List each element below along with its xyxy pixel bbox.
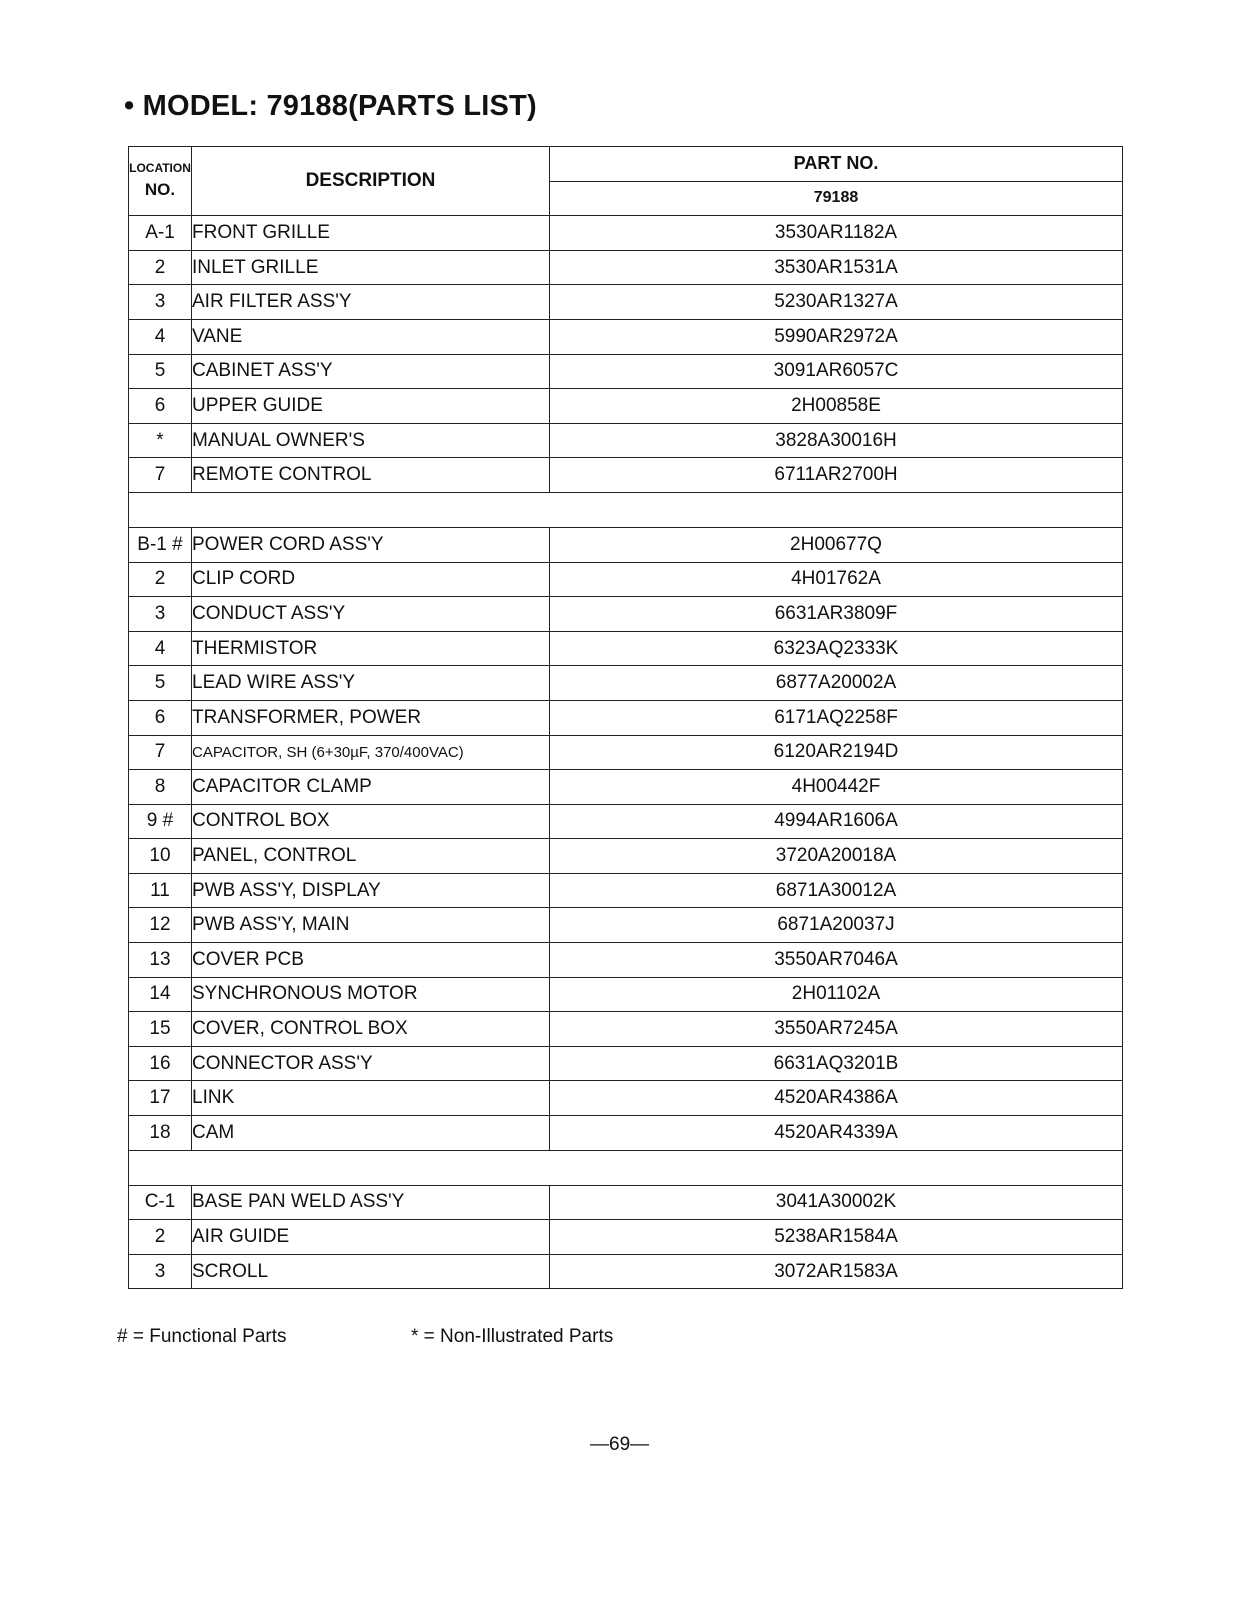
group-separator-cell [129, 492, 1123, 527]
description-cell: PANEL, CONTROL [192, 839, 550, 874]
page-number: —69— [590, 1434, 650, 1455]
description-cell: CONDUCT ASS'Y [192, 597, 550, 632]
table-row [129, 873, 1123, 908]
part-number-cell: 6323AQ2333K [550, 631, 1123, 666]
location-cell: 16 [129, 1046, 192, 1081]
table-row [129, 977, 1123, 1012]
description-cell: LEAD WIRE ASS'Y [192, 666, 550, 701]
table-row [129, 1220, 1123, 1255]
description-cell: FRONT GRILLE [192, 216, 550, 251]
part-number-cell: 3041A30002K [550, 1185, 1123, 1220]
description-cell: PWB ASS'Y, MAIN [192, 908, 550, 943]
table-row [129, 1254, 1123, 1289]
location-cell: 3 [129, 597, 192, 632]
part-number-cell: 6120AR2194D [550, 735, 1123, 770]
description-cell: CAPACITOR, SH (6+30µF, 370/400VAC) [192, 735, 550, 770]
location-header-label: LOCATION [129, 161, 191, 176]
location-cell: 4 [129, 631, 192, 666]
part-number-cell: 4H01762A [550, 562, 1123, 597]
table-row [129, 354, 1123, 389]
table-row [129, 216, 1123, 251]
part-number-cell: 3550AR7245A [550, 1012, 1123, 1047]
description-cell: CAM [192, 1116, 550, 1151]
table-row [129, 908, 1123, 943]
location-cell: 2 [129, 562, 192, 597]
location-cell: 8 [129, 770, 192, 805]
part-number-cell: 3550AR7046A [550, 943, 1123, 978]
part-no-header: PART NO. [550, 147, 1123, 182]
table-row [129, 389, 1123, 424]
description-cell: CLIP CORD [192, 562, 550, 597]
location-no-label: NO. [144, 180, 176, 200]
part-number-cell: 4H00442F [550, 770, 1123, 805]
parts-table-header [129, 147, 1123, 216]
location-cell: A-1 [129, 216, 192, 251]
part-number-cell: 4520AR4339A [550, 1116, 1123, 1151]
table-row [129, 770, 1123, 805]
part-number-cell: 6711AR2700H [550, 458, 1123, 493]
location-cell: 11 [129, 873, 192, 908]
part-number-cell: 3720A20018A [550, 839, 1123, 874]
part-number-cell: 6871A20037J [550, 908, 1123, 943]
parts-table [128, 146, 1123, 1289]
description-cell: POWER CORD ASS'Y [192, 527, 550, 562]
table-row [129, 562, 1123, 597]
description-cell: CONTROL BOX [192, 804, 550, 839]
part-number-cell: 2H01102A [550, 977, 1123, 1012]
location-cell: 15 [129, 1012, 192, 1047]
part-number-cell: 5230AR1327A [550, 285, 1123, 320]
legend-non-illustrated: * = Non-Illustrated Parts [411, 1326, 614, 1347]
description-cell: VANE [192, 319, 550, 354]
part-number-cell: 6631AQ3201B [550, 1046, 1123, 1081]
description-cell: TRANSFORMER, POWER [192, 700, 550, 735]
table-row [129, 458, 1123, 493]
page-title: • MODEL: 79188(PARTS LIST) [124, 90, 537, 122]
table-row [129, 319, 1123, 354]
group-separator [129, 1150, 1123, 1185]
description-cell: UPPER GUIDE [192, 389, 550, 424]
location-cell: 6 [129, 700, 192, 735]
table-row [129, 839, 1123, 874]
table-row [129, 700, 1123, 735]
part-number-cell: 5990AR2972A [550, 319, 1123, 354]
location-cell: 17 [129, 1081, 192, 1116]
location-cell: 12 [129, 908, 192, 943]
location-header [129, 147, 192, 216]
description-cell: PWB ASS'Y, DISPLAY [192, 873, 550, 908]
location-cell: 14 [129, 977, 192, 1012]
table-row [129, 1185, 1123, 1220]
description-cell: COVER PCB [192, 943, 550, 978]
part-number-cell: 3091AR6057C [550, 354, 1123, 389]
description-cell: CONNECTOR ASS'Y [192, 1046, 550, 1081]
part-number-cell: 4994AR1606A [550, 804, 1123, 839]
table-row [129, 943, 1123, 978]
description-cell: THERMISTOR [192, 631, 550, 666]
location-cell: 9 # [129, 804, 192, 839]
location-cell: 5 [129, 666, 192, 701]
part-number-cell: 4520AR4386A [550, 1081, 1123, 1116]
location-cell: C-1 [129, 1185, 192, 1220]
description-cell: AIR GUIDE [192, 1220, 550, 1255]
location-cell: 3 [129, 285, 192, 320]
table-row [129, 597, 1123, 632]
legend-functional: # = Functional Parts [117, 1326, 287, 1347]
part-number-cell: 3828A30016H [550, 423, 1123, 458]
part-number-cell: 2H00677Q [550, 527, 1123, 562]
location-cell: 5 [129, 354, 192, 389]
description-cell: COVER, CONTROL BOX [192, 1012, 550, 1047]
description-cell: BASE PAN WELD ASS'Y [192, 1185, 550, 1220]
table-row [129, 250, 1123, 285]
description-cell: SYNCHRONOUS MOTOR [192, 977, 550, 1012]
table-row [129, 631, 1123, 666]
description-cell: CABINET ASS'Y [192, 354, 550, 389]
part-number-cell: 6877A20002A [550, 666, 1123, 701]
group-separator [129, 492, 1123, 527]
table-row [129, 1012, 1123, 1047]
description-cell: AIR FILTER ASS'Y [192, 285, 550, 320]
table-row [129, 1116, 1123, 1151]
description-cell: INLET GRILLE [192, 250, 550, 285]
location-cell: 3 [129, 1254, 192, 1289]
location-cell: 13 [129, 943, 192, 978]
location-cell: 7 [129, 735, 192, 770]
table-row [129, 527, 1123, 562]
table-row [129, 423, 1123, 458]
part-number-cell: 5238AR1584A [550, 1220, 1123, 1255]
table-row [129, 735, 1123, 770]
part-number-cell: 3530AR1182A [550, 216, 1123, 251]
table-row [129, 666, 1123, 701]
description-cell: SCROLL [192, 1254, 550, 1289]
part-number-cell: 6171AQ2258F [550, 700, 1123, 735]
location-cell: 4 [129, 319, 192, 354]
location-cell: 2 [129, 1220, 192, 1255]
location-cell: 7 [129, 458, 192, 493]
description-cell: LINK [192, 1081, 550, 1116]
table-row [129, 804, 1123, 839]
table-row [129, 1046, 1123, 1081]
table-row [129, 285, 1123, 320]
part-number-cell: 3072AR1583A [550, 1254, 1123, 1289]
description-cell: REMOTE CONTROL [192, 458, 550, 493]
table-row [129, 1081, 1123, 1116]
location-cell: * [129, 423, 192, 458]
description-cell: MANUAL OWNER'S [192, 423, 550, 458]
location-cell: 2 [129, 250, 192, 285]
part-number-cell: 6631AR3809F [550, 597, 1123, 632]
model-header: 79188 [550, 181, 1123, 216]
description-cell: CAPACITOR CLAMP [192, 770, 550, 805]
location-cell: B-1 # [129, 527, 192, 562]
group-separator-cell [129, 1150, 1123, 1185]
location-cell: 10 [129, 839, 192, 874]
location-cell: 18 [129, 1116, 192, 1151]
part-number-cell: 3530AR1531A [550, 250, 1123, 285]
description-header: DESCRIPTION [192, 147, 550, 216]
parts-table-body [129, 216, 1123, 1289]
location-cell: 6 [129, 389, 192, 424]
part-number-cell: 6871A30012A [550, 873, 1123, 908]
part-number-cell: 2H00858E [550, 389, 1123, 424]
